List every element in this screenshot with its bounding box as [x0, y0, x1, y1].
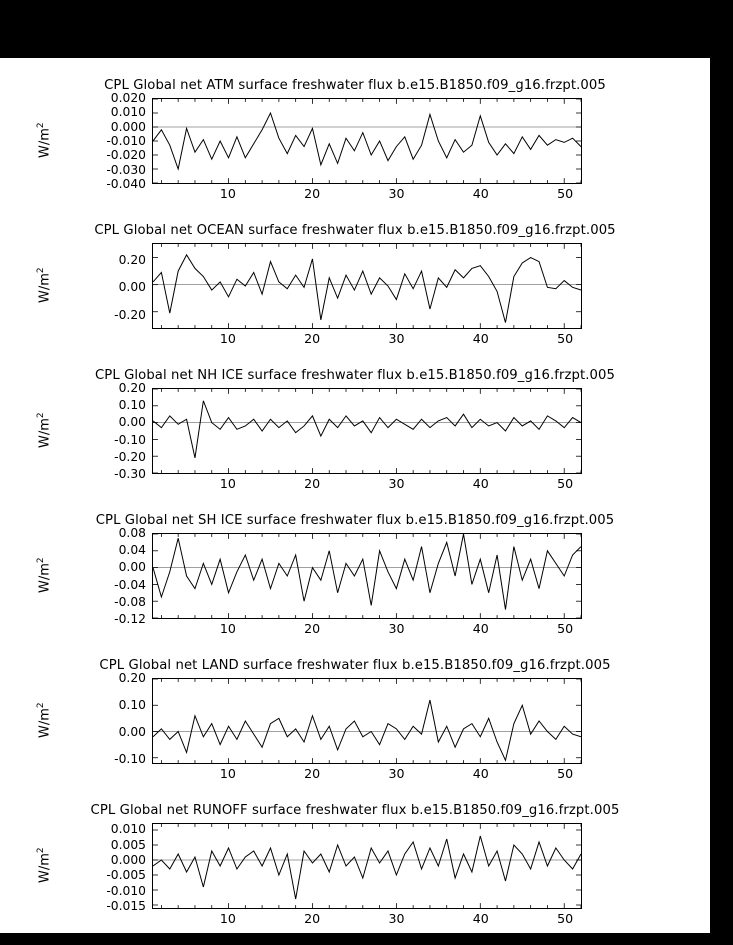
x-tick: 40	[472, 911, 489, 926]
y-tick: 0.08	[118, 526, 146, 540]
y-tick: 0.10	[118, 398, 146, 413]
x-tick: 30	[388, 911, 405, 926]
x-tick: 50	[557, 621, 574, 636]
data-series-line	[153, 113, 581, 169]
x-tick-labels	[152, 476, 582, 494]
x-tick: 50	[557, 766, 574, 781]
y-tick: 0.00	[118, 724, 146, 739]
x-tick: 40	[472, 476, 489, 491]
x-tick-labels	[152, 621, 582, 639]
x-tick: 40	[472, 186, 489, 201]
chart-title: CPL Global net LAND surface freshwater flux b.e15.B1850.f09_g16.frzpt.005	[99, 658, 611, 673]
y-tick: -0.015	[106, 899, 146, 913]
y-tick: 0.20	[118, 252, 146, 267]
x-tick: 20	[304, 911, 321, 926]
x-tick: 30	[388, 621, 405, 636]
y-tick-labels	[74, 526, 146, 626]
y-tick-labels	[74, 822, 146, 913]
chart-panel-ocean	[0, 203, 710, 348]
plot-area	[152, 678, 582, 764]
series-svg	[153, 534, 581, 618]
y-tick: -0.12	[114, 612, 146, 626]
x-tick: 10	[219, 766, 236, 781]
y-tick: -0.010	[106, 883, 146, 898]
y-tick: 0.10	[118, 697, 146, 712]
y-tick: -0.08	[114, 594, 146, 609]
x-tick: 20	[304, 766, 321, 781]
y-axis-label: $W/m^2$	[36, 847, 53, 883]
x-tick: 50	[557, 911, 574, 926]
x-tick: 20	[304, 186, 321, 201]
y-tick: 0.00	[118, 560, 146, 575]
plot-area	[152, 243, 582, 329]
x-tick: 30	[388, 476, 405, 491]
chart-title: CPL Global net SH ICE surface freshwater flux b.e15.B1850.f09_g16.frzpt.005	[95, 513, 615, 528]
x-tick: 50	[557, 476, 574, 491]
x-tick: 40	[472, 331, 489, 346]
y-tick: 0.005	[110, 837, 146, 852]
chart-panel-runoff	[0, 783, 710, 933]
y-tick: 0.00	[118, 415, 146, 430]
data-series-line	[153, 534, 581, 610]
x-tick: 10	[219, 476, 236, 491]
y-tick: -0.10	[114, 751, 146, 766]
x-tick: 10	[219, 911, 236, 926]
data-series-line	[153, 700, 581, 760]
plot-area	[152, 533, 582, 619]
y-axis-label: $W/m^2$	[36, 122, 53, 158]
series-svg	[153, 824, 581, 908]
data-series-line	[153, 836, 581, 899]
y-tick-labels	[74, 91, 146, 191]
y-tick: -0.005	[106, 868, 146, 883]
y-tick: 0.20	[118, 381, 146, 395]
chart-title: CPL Global net ATM surface freshwater flux b.e15.B1850.f09_g16.frzpt.005	[104, 78, 606, 93]
y-axis-label: $W/m^2$	[36, 557, 53, 593]
x-axis-minor-ticks	[161, 99, 581, 183]
x-tick: 50	[557, 186, 574, 201]
x-tick: 20	[304, 331, 321, 346]
y-tick: -0.010	[106, 134, 146, 148]
x-tick: 40	[472, 621, 489, 636]
y-tick: -0.020	[106, 148, 146, 163]
y-tick: 0.010	[110, 105, 146, 120]
series-svg	[153, 244, 581, 328]
y-tick: -0.30	[114, 467, 146, 481]
x-tick: 50	[557, 331, 574, 346]
x-tick-labels	[152, 766, 582, 784]
y-axis-label: $W/m^2$	[36, 412, 53, 448]
y-tick: -0.030	[106, 162, 146, 177]
data-series-line	[153, 255, 581, 323]
x-tick: 40	[472, 766, 489, 781]
y-tick: 0.20	[118, 671, 146, 685]
x-tick: 10	[219, 331, 236, 346]
x-axis-minor-ticks	[161, 244, 581, 328]
y-tick: -0.04	[114, 577, 146, 592]
x-tick: 20	[304, 476, 321, 491]
chart-panel-sh-ice	[0, 493, 710, 638]
chart-title: CPL Global net NH ICE surface freshwater flux b.e15.B1850.f09_g16.frzpt.005	[94, 368, 616, 383]
y-tick: -0.20	[114, 449, 146, 464]
plot-area	[152, 388, 582, 474]
series-svg	[153, 389, 581, 473]
y-tick: 0.04	[118, 543, 146, 558]
chart-panel-atm	[0, 58, 710, 203]
chart-panel-land	[0, 638, 710, 783]
x-tick-labels	[152, 911, 582, 929]
y-axis-label: $W/m^2$	[36, 267, 53, 303]
y-tick-labels	[74, 381, 146, 481]
series-svg	[153, 679, 581, 763]
y-tick: -0.040	[106, 177, 146, 191]
y-tick: 0.00	[118, 280, 146, 295]
y-tick: 0.020	[110, 91, 146, 105]
data-series-line	[153, 401, 581, 458]
y-tick: 0.000	[110, 119, 146, 134]
x-tick: 30	[388, 186, 405, 201]
plot-area	[152, 823, 582, 909]
plot-area	[152, 98, 582, 184]
chart-title: CPL Global net OCEAN surface freshwater flux b.e15.B1850.f09_g16.frzpt.005	[94, 223, 616, 238]
x-tick: 30	[388, 331, 405, 346]
y-tick: 0.010	[110, 822, 146, 837]
x-tick: 10	[219, 621, 236, 636]
y-tick: 0.000	[110, 852, 146, 867]
chart-title: CPL Global net RUNOFF surface freshwater flux b.e15.B1850.f09_g16.frzpt.005	[90, 803, 620, 818]
x-tick-labels	[152, 186, 582, 204]
y-tick: -0.10	[114, 432, 146, 447]
x-axis-minor-ticks	[161, 679, 581, 763]
x-tick: 30	[388, 766, 405, 781]
x-tick-labels	[152, 331, 582, 349]
y-tick-labels	[74, 243, 146, 329]
figure-sheet	[0, 58, 710, 933]
y-tick-labels	[74, 671, 146, 766]
y-tick: -0.20	[114, 308, 146, 322]
series-svg	[153, 99, 581, 183]
chart-panel-nh-ice	[0, 348, 710, 493]
x-axis-minor-ticks	[161, 824, 581, 908]
y-axis-label: $W/m^2$	[36, 702, 53, 738]
x-tick: 20	[304, 621, 321, 636]
x-tick: 10	[219, 186, 236, 201]
x-axis-minor-ticks	[161, 389, 581, 473]
